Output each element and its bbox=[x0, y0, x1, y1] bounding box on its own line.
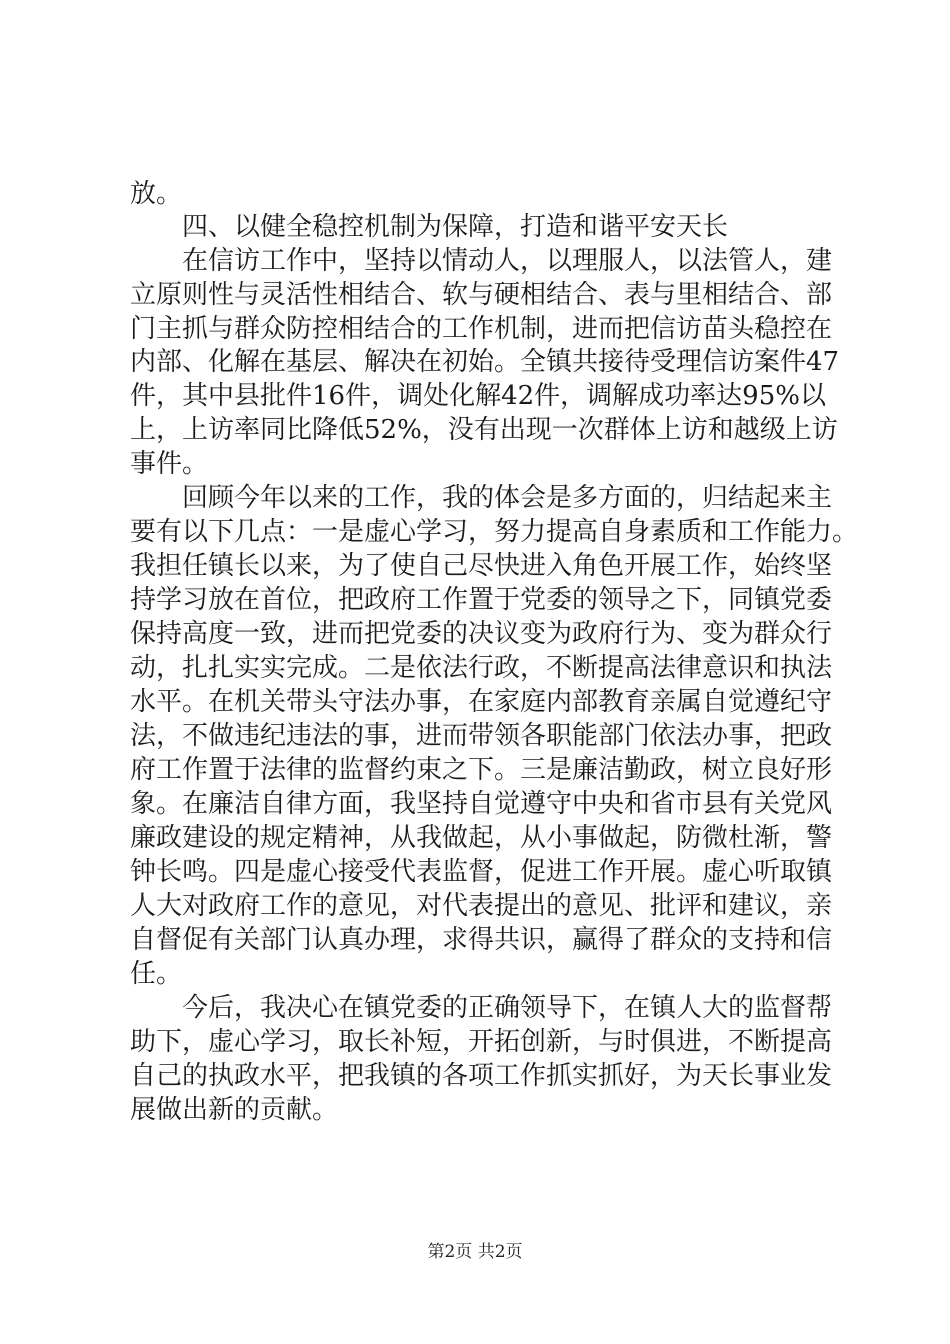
text-line: 人大对政府工作的意见，对代表提出的意见、批评和建议，亲 bbox=[130, 891, 833, 921]
text-line: 在信访工作中，坚持以情动人，以理服人，以法管人，建 bbox=[182, 246, 833, 276]
section-heading: 四、以健全稳控机制为保障，打造和谐平安天长 bbox=[182, 212, 729, 242]
text-line: 门主抓与群众防控相结合的工作机制，进而把信访苗头稳控在 bbox=[130, 314, 833, 344]
text-line: 件，其中县批件16件，调处化解42件，调解成功率达95%以 bbox=[130, 381, 826, 411]
text-line: 持学习放在首位，把政府工作置于党委的领导之下，同镇党委 bbox=[130, 585, 833, 615]
text-line: 任。 bbox=[130, 959, 183, 989]
text-line: 我担任镇长以来，为了使自己尽快进入角色开展工作，始终坚 bbox=[130, 551, 833, 581]
text-line: 内部、化解在基层、解决在初始。全镇共接待受理信访案件47 bbox=[130, 347, 840, 377]
text-line: 立原则性与灵活性相结合、软与硬相结合、表与里相结合、部 bbox=[130, 280, 833, 310]
text-line: 保持高度一致，进而把党委的决议变为政府行为、变为群众行 bbox=[130, 619, 833, 649]
text-line: 事件。 bbox=[130, 449, 209, 479]
text-line: 法，不做违纪违法的事，进而带领各职能部门依法办事，把政 bbox=[130, 721, 833, 751]
text-line: 展做出新的贡献。 bbox=[130, 1095, 339, 1125]
text-line: 上，上访率同比降低52%，没有出现一次群体上访和越级上访 bbox=[130, 415, 838, 445]
text-line: 动，扎扎实实完成。二是依法行政，不断提高法律意识和执法 bbox=[130, 653, 833, 683]
text-line: 要有以下几点：一是虚心学习，努力提高自身素质和工作能力。 bbox=[130, 517, 859, 547]
text-line: 水平。在机关带头守法办事，在家庭内部教育亲属自觉遵纪守 bbox=[130, 687, 833, 717]
text-line: 今后，我决心在镇党委的正确领导下，在镇人大的监督帮 bbox=[182, 993, 833, 1023]
text-line: 自督促有关部门认真办理，求得共识，赢得了群众的支持和信 bbox=[130, 925, 833, 955]
text-line: 象。在廉洁自律方面，我坚持自觉遵守中央和省市县有关党风 bbox=[130, 789, 833, 819]
text-line: 放。 bbox=[130, 179, 183, 209]
text-line: 廉政建设的规定精神，从我做起，从小事做起，防微杜渐，警 bbox=[130, 823, 833, 853]
page-number-footer: 第2页 共2页 bbox=[427, 1242, 523, 1262]
text-line: 自己的执政水平，把我镇的各项工作抓实抓好，为天长事业发 bbox=[130, 1061, 833, 1091]
text-line: 府工作置于法律的监督约束之下。三是廉洁勤政，树立良好形 bbox=[130, 755, 833, 785]
text-line: 钟长鸣。四是虚心接受代表监督，促进工作开展。虚心听取镇 bbox=[130, 857, 833, 887]
text-line: 助下，虚心学习，取长补短，开拓创新，与时俱进，不断提高 bbox=[130, 1027, 833, 1057]
text-line: 回顾今年以来的工作，我的体会是多方面的，归结起来主 bbox=[182, 483, 833, 513]
